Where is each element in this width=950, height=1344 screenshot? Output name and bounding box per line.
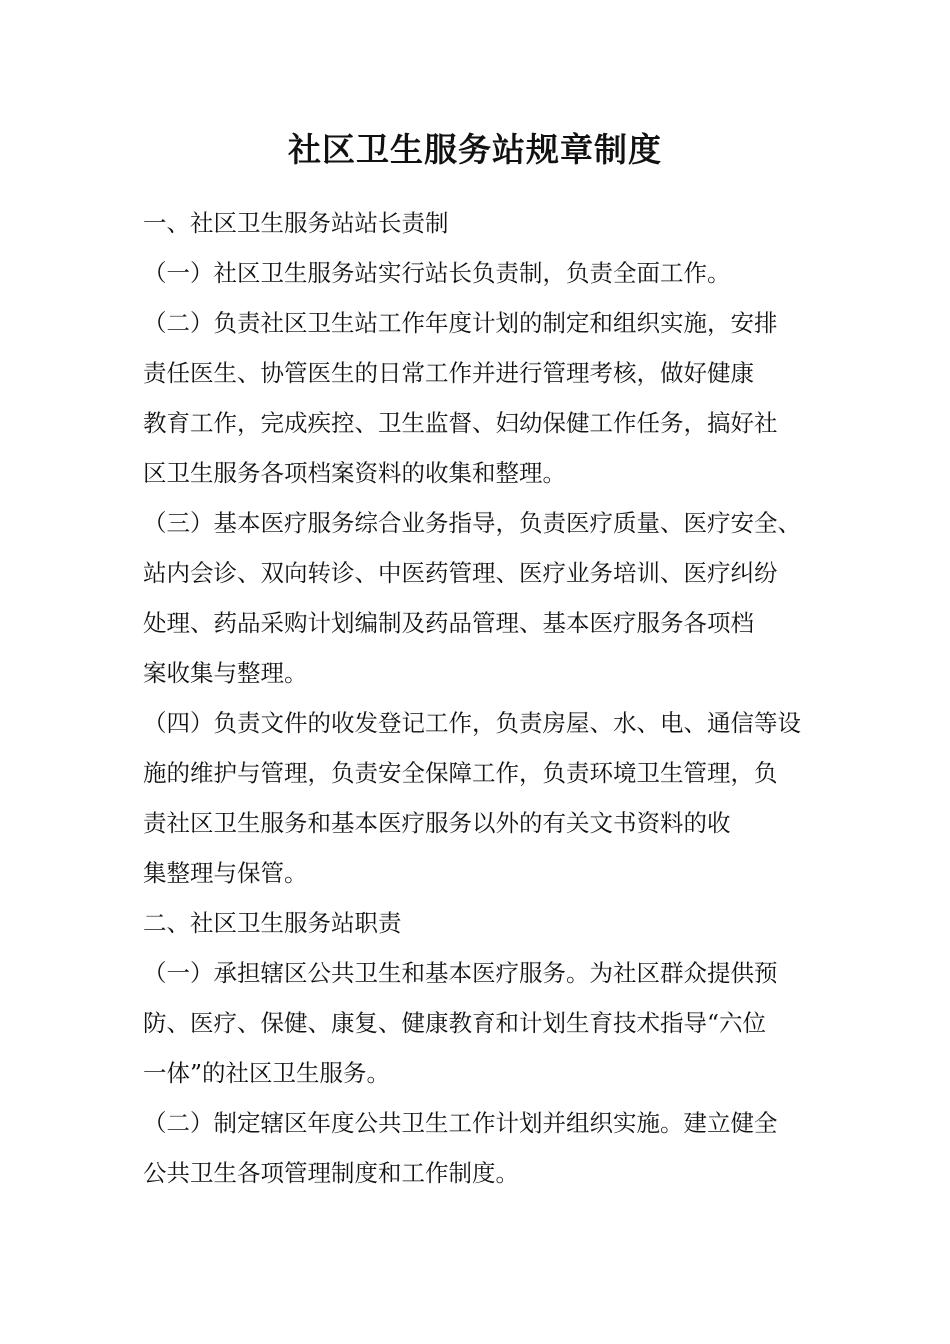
text-line: 案收集与整理。 <box>143 659 308 687</box>
text-line: （二）负责社区卫生站工作年度计划的制定和组织实施，安排 <box>143 309 778 337</box>
text-line: 区卫生服务各项档案资料的收集和整理。 <box>143 459 566 487</box>
text-line: 防、医疗、保健、康复、健康教育和计划生育技术指导“六位 <box>143 1009 767 1037</box>
text-line: 公共卫生各项管理制度和工作制度。 <box>143 1159 519 1187</box>
text-line: 一体”的社区卫生服务。 <box>143 1059 391 1087</box>
text-line: （四）负责文件的收发登记工作，负责房屋、水、电、通信等设 <box>143 709 801 737</box>
document-body <box>143 198 813 1198</box>
text-line: 站内会诊、双向转诊、中医药管理、医疗业务培训、医疗纠纷 <box>143 559 778 587</box>
text-line: 处理、药品采购计划编制及药品管理、基本医疗服务各项档 <box>143 609 754 637</box>
text-line: 二、社区卫生服务站职责 <box>143 909 402 937</box>
text-line: 一、社区卫生服务站站长责制 <box>143 209 449 237</box>
text-line: （一）承担辖区公共卫生和基本医疗服务。为社区群众提供预 <box>143 959 778 987</box>
text-line: 集整理与保管。 <box>143 859 308 887</box>
text-line: （三）基本医疗服务综合业务指导，负责医疗质量、医疗安全、 <box>143 509 801 537</box>
text-line: 教育工作，完成疾控、卫生监督、妇幼保健工作任务，搞好社 <box>143 409 778 437</box>
text-line: 责任医生、协管医生的日常工作并进行管理考核，做好健康 <box>143 359 754 387</box>
text-line: 施的维护与管理，负责安全保障工作，负责环境卫生管理，负 <box>143 759 778 787</box>
text-line: （一）社区卫生服务站实行站长负责制，负责全面工作。 <box>143 259 731 287</box>
document-title: 社区卫生服务站规章制度 <box>288 130 662 169</box>
text-line: 责社区卫生服务和基本医疗服务以外的有关文书资料的收 <box>143 809 731 837</box>
text-line: （二）制定辖区年度公共卫生工作计划并组织实施。建立健全 <box>143 1109 778 1137</box>
